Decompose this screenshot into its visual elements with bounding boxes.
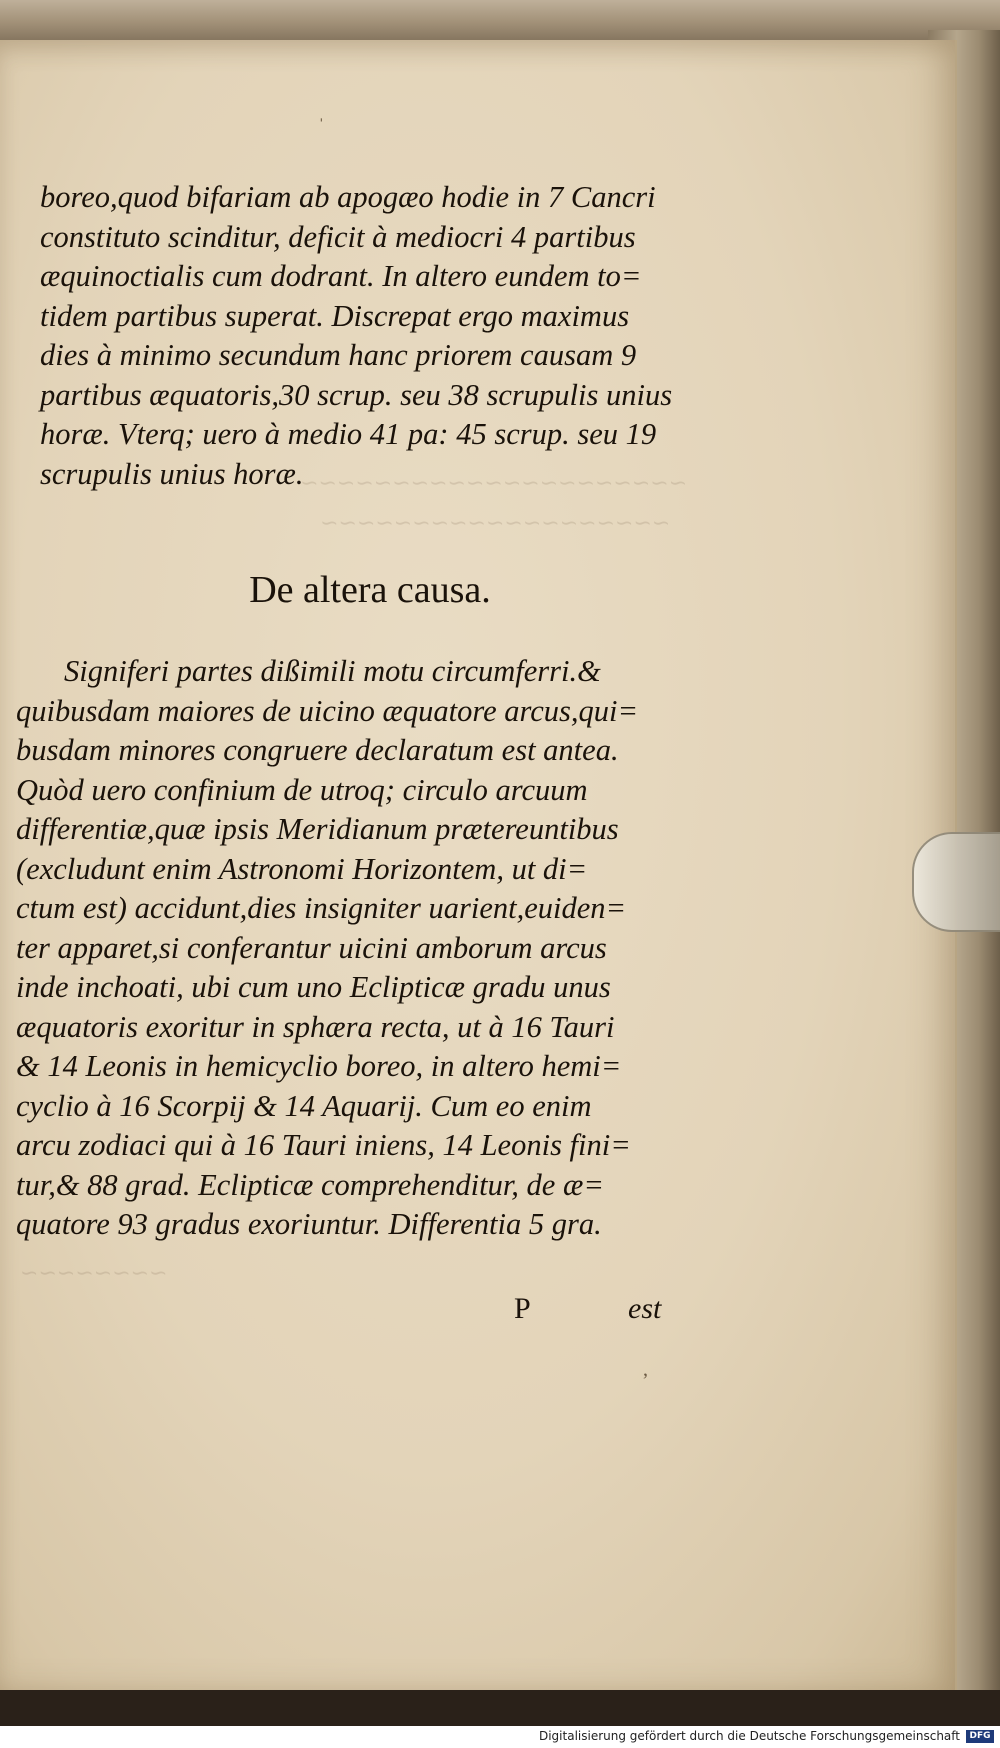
page-clip [912, 832, 1000, 932]
text-line: Quòd uero confinium de utroq; circulo arcuum [16, 772, 588, 807]
bleed-through-1: ∼∼∼∼∼∼∼∼∼∼∼∼∼∼∼∼∼∼∼∼∼ [300, 470, 688, 495]
text-line: ctum est) accidunt,dies insigniter uarient,euiden= [16, 891, 627, 925]
text-line: busdam minores congruere declaratum est antea. [16, 733, 619, 767]
text-line: quibusdam maiores de uicino æquatore arcus,qui= [16, 693, 639, 728]
book-page [0, 40, 957, 1690]
ink-tick: ˌ [318, 100, 325, 122]
text-line: constituto scinditur, deficit à mediocri 4 partibus [40, 219, 636, 254]
text-line: & 14 Leonis in hemicyclio boreo, in altero hemi= [16, 1049, 622, 1083]
ink-speck: ʼ [642, 1370, 649, 1392]
page-footer-marks [0, 1292, 960, 1332]
bleed-through-2: ∼∼∼∼∼∼∼∼∼∼∼∼∼∼∼∼∼∼∼ [320, 510, 671, 535]
section-heading: De altera causa. [249, 569, 491, 611]
text-line: tidem partibus superat. Discrepat ergo maximus [40, 298, 630, 333]
text-line: (excludunt enim Astronomi Horizontem, ut di= [16, 851, 588, 886]
scan-bottom-border [0, 1690, 1000, 1726]
text-line: partibus æquatoris,30 scrup. seu 38 scrupulis unius [40, 377, 673, 412]
text-line: dies à minimo secundum hanc priorem causam 9 [40, 338, 637, 372]
text-line: differentiæ,quæ ipsis Meridianum prætereuntibus [16, 812, 619, 846]
text-line: æquatoris exoritur in sphæra recta, ut à 16 Tauri [16, 1009, 615, 1044]
paragraph-1 [40, 178, 700, 494]
text-line: arcu zodiaci qui à 16 Tauri iniens, 14 Leonis fini= [16, 1128, 631, 1162]
signature-mark: P [514, 1292, 531, 1325]
text-line: æquinoctialis cum dodrant. In altero eundem to= [40, 259, 642, 293]
text-line: Signiferi partes dißimili motu circumferri.& [64, 654, 601, 688]
text-line: horæ. Vterq; uero à medio 41 pa: 45 scrup. seu 19 [40, 417, 657, 451]
text-line: scrupulis unius horæ. [40, 456, 304, 491]
bleed-through-3: ∼∼∼∼∼∼∼∼ [20, 1260, 168, 1285]
text-line: tur,& 88 grad. Eclipticæ comprehenditur, de æ= [16, 1167, 604, 1202]
footer-credit: Digitalisierung gefördert durch die Deutsche Forschungsgemeinschaft [538, 1729, 960, 1743]
text-line: cyclio à 16 Scorpij & 14 Aquarij. Cum eo enim [16, 1088, 592, 1123]
text-line: ter apparet,si conferantur uicini amborum arcus [16, 930, 607, 965]
text-line: boreo,quod bifariam ab apogæo hodie in 7 Cancri [40, 180, 656, 214]
dfg-logo: DFG [966, 1730, 994, 1743]
text-line: inde inchoati, ubi cum uno Eclipticæ gradu unus [16, 970, 611, 1004]
digitization-footer [0, 1726, 1000, 1748]
catchword: est [628, 1292, 662, 1325]
text-line: quatore 93 gradus exoriuntur. Differentia 5 gra. [16, 1207, 602, 1241]
paragraph-2 [16, 652, 696, 1245]
